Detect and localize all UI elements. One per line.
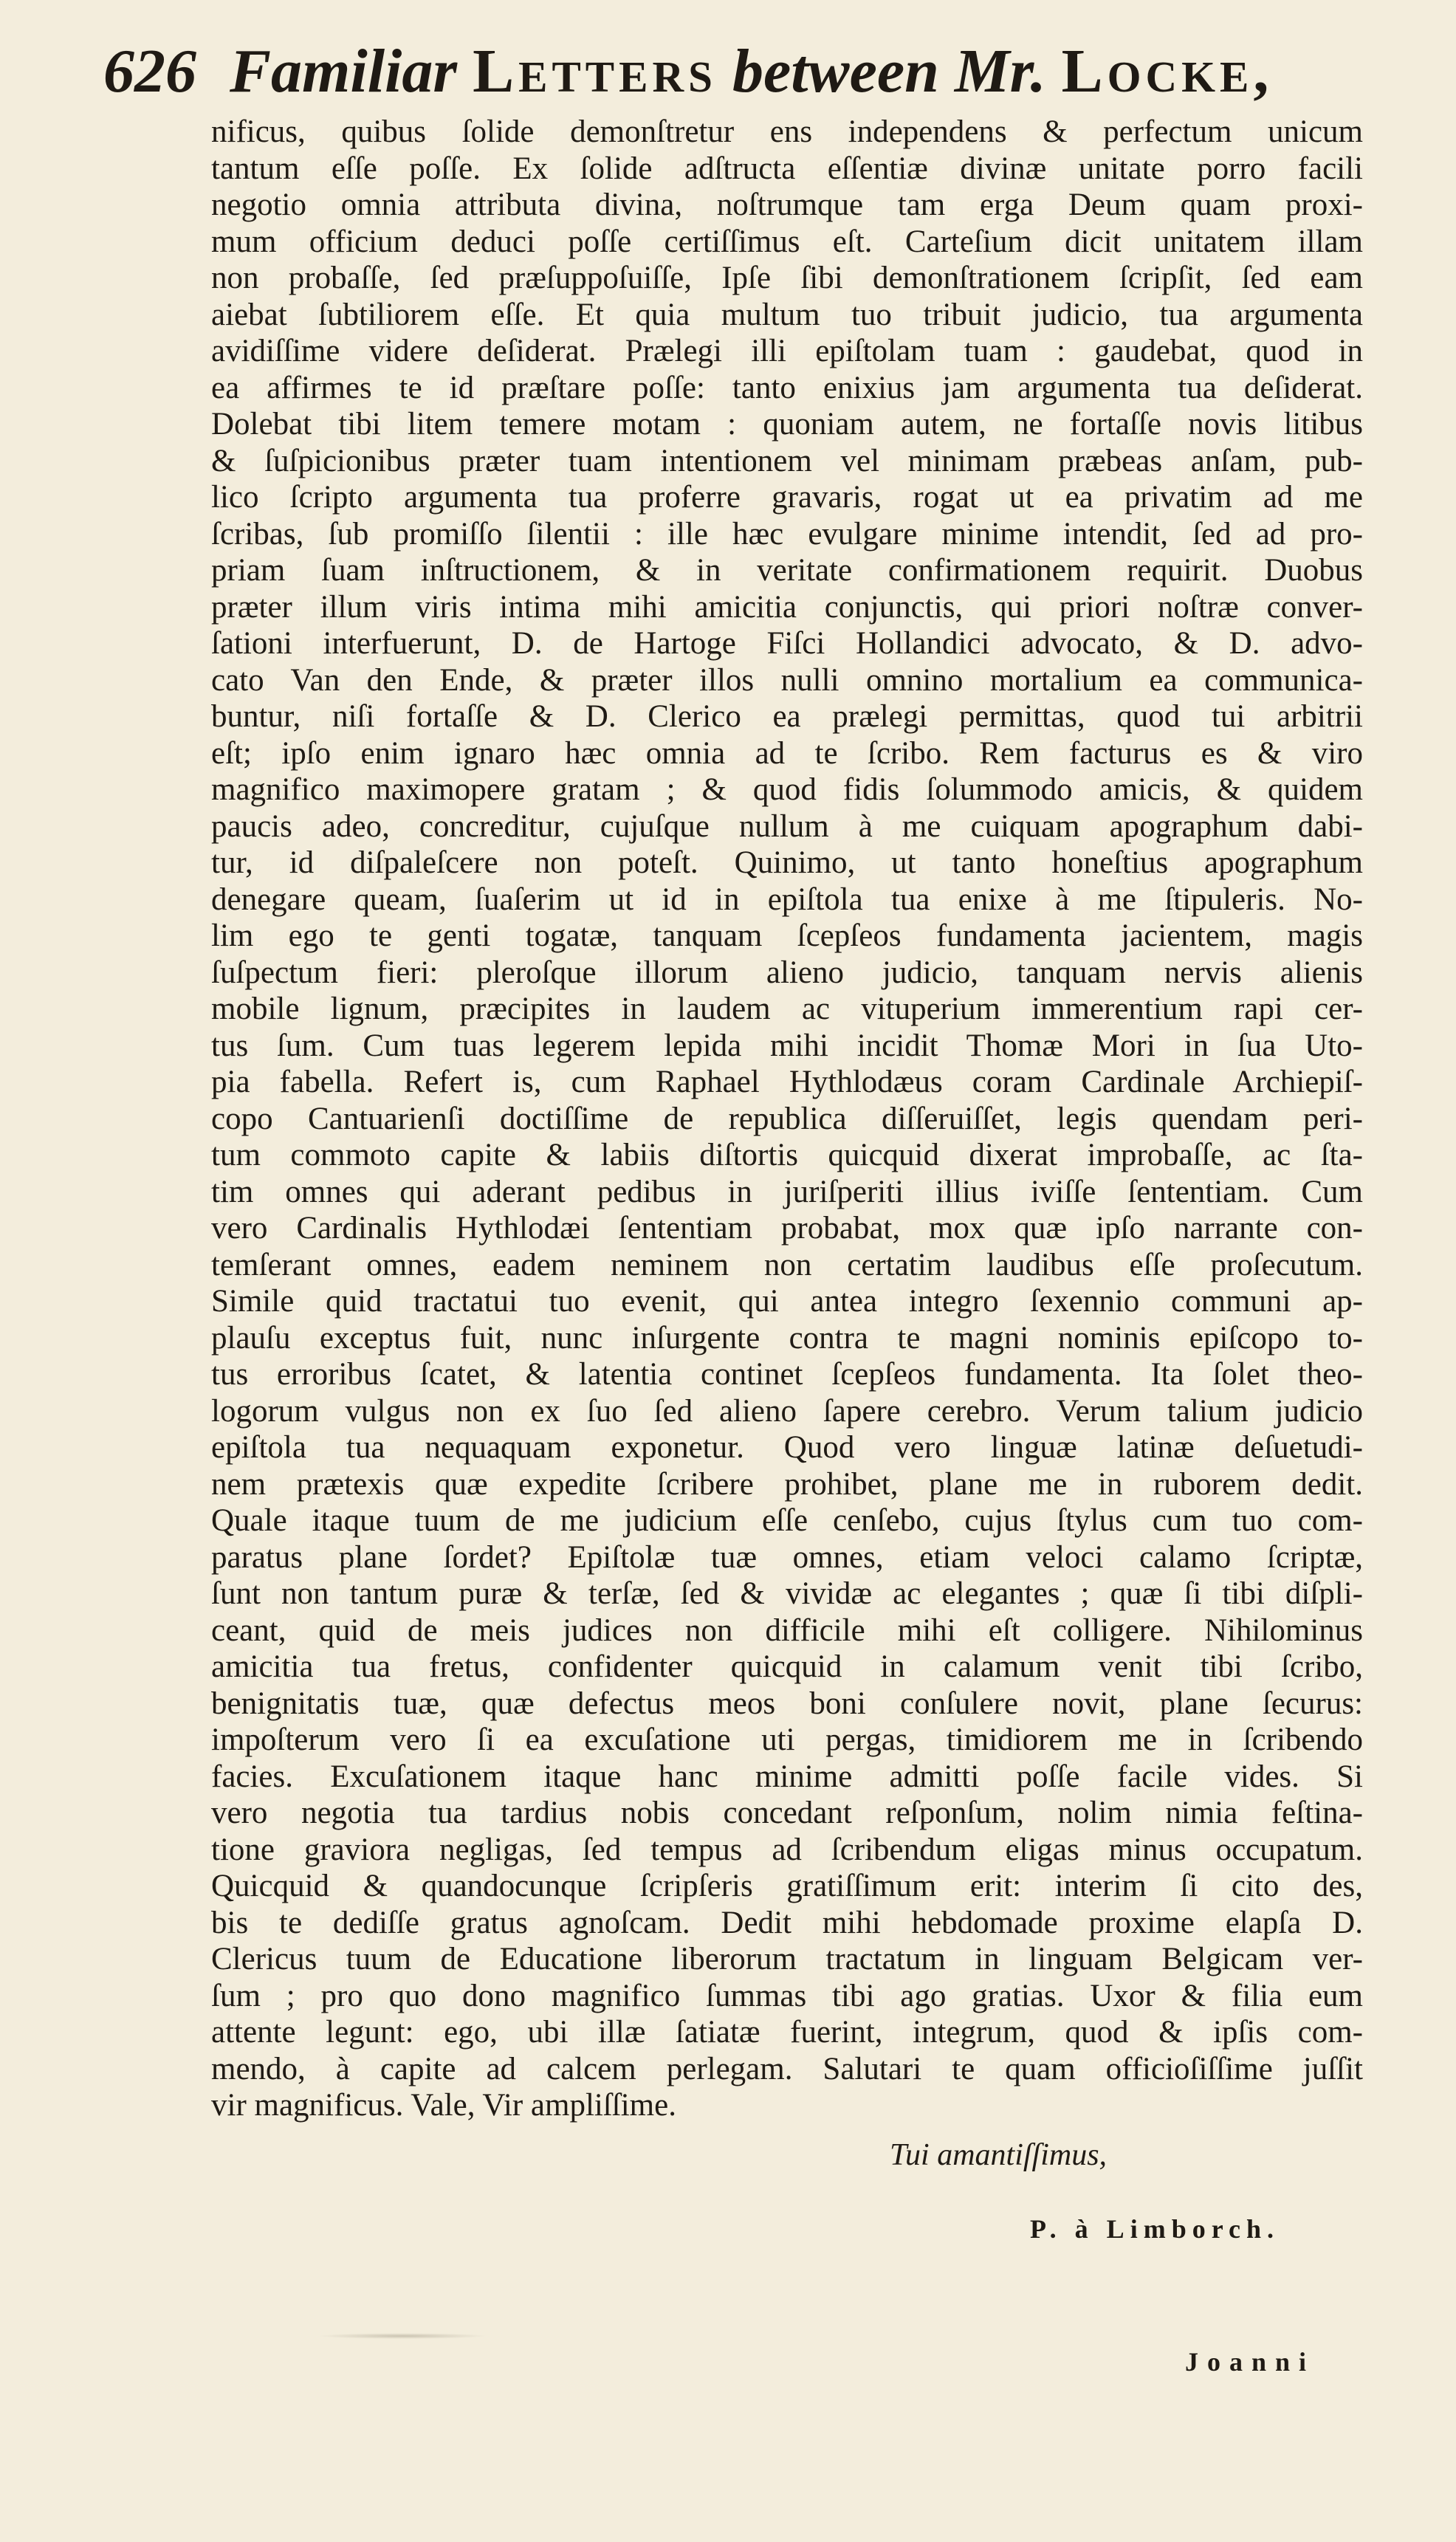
- text-line: attente legunt: ego, ubi illæ ſatiatæ fuerint, integrum, quod & ipſis com-: [211, 2015, 1363, 2050]
- text-line: amicitia tua fretus, confidenter quicquid in calamum venit tibi ſcribo,: [211, 1649, 1363, 1684]
- text-line: ea affirmes te id præſtare poſſe: tanto enixius jam argumenta tua deſiderat.: [211, 370, 1363, 405]
- text-line: ceant, quid de meis judices non difficile mihi eſt colligere. Nihilominus: [211, 1612, 1363, 1648]
- text-line: benignitatis tuæ, quæ defectus meos boni conſulere novit, plane ſecurus:: [211, 1686, 1363, 1721]
- text-line: eſt; ipſo enim ignaro hæc omnia ad te ſcribo. Rem facturus es & viro: [211, 735, 1363, 771]
- letter-closing: Tui amantiſſimus,: [890, 2138, 1108, 2172]
- text-line: copo Cantuarienſi doctiſſime de republica diſſeruiſſet, legis quendam peri-: [211, 1101, 1363, 1136]
- text-line: magnifico maximopere gratam ; & quod fidis ſolummodo amicis, & quidem: [211, 772, 1363, 807]
- text-line: ſcribas, ſub promiſſo ſilentii : ille hæc evulgare minime intendit, ſed ad pro-: [211, 516, 1363, 552]
- text-line: vero negotia tua tardius nobis concedant reſponſum, nolim nimia feſtina-: [211, 1796, 1363, 1830]
- text-line: vir magnificus. Vale, Vir ampliſſime.: [211, 2088, 676, 2123]
- text-line: Quale itaque tuum de me judicium eſſe cenſebo, cujus ſtylus cum tuo com-: [211, 1503, 1363, 1538]
- text-line: nificus, quibus ſolide demonſtretur ens independens & perfectum unicum: [211, 114, 1363, 149]
- text-line: tus erroribus ſcatet, & latentia continet ſcepſeos fundamenta. Ita ſolet theo-: [211, 1357, 1363, 1392]
- text-line: Dolebat tibi litem temere motam : quoniam autem, ne fortaſſe novis litibus: [211, 407, 1363, 442]
- text-line: tim omnes qui aderant pedibus in juriſperiti illius iviſſe ſententiam. Cum: [211, 1174, 1363, 1209]
- running-head: [103, 31, 1314, 112]
- text-line: impoſterum vero ſi ea excuſatione uti pergas, timidiorem me in ſcribendo: [211, 1722, 1363, 1757]
- letter-body: [211, 114, 1363, 2124]
- text-line: priam ſuam inſtructionem, & in veritate confirmationem requirit. Duobus: [211, 553, 1363, 588]
- text-line: ſunt non tantum puræ & terſæ, ſed & vividæ ac elegantes ; quæ ſi tibi diſpli-: [211, 1576, 1363, 1611]
- running-title-locke: Locke,: [1061, 37, 1274, 106]
- running-title-mr: Mr.: [954, 37, 1046, 106]
- text-line: cato Van den Ende, & præter illos nulli omnino mortalium ea communica-: [211, 662, 1363, 698]
- text-line: ſum ; pro quo dono magnifico ſummas tibi ago gratias. Uxor & filia eum: [211, 1978, 1363, 2013]
- text-line: ſuſpectum fieri: pleroſque illorum alieno judicio, tanquam nervis alienis: [211, 955, 1363, 990]
- text-line: denegare queam, ſuaſerim ut id in epiſtola tua enixe à me ſtipuleris. No-: [211, 882, 1363, 917]
- text-line: non probaſſe, ſed præſuppoſuiſſe, Ipſe ſibi demonſtrationem ſcripſit, ſed eam: [211, 261, 1363, 295]
- text-line: epiſtola tua nequaquam exponetur. Quod vero linguæ latinæ deſuetudi-: [211, 1430, 1363, 1465]
- text-line: vero Cardinalis Hythlodæi ſententiam probabat, mox quæ ipſo narrante con-: [211, 1211, 1363, 1246]
- text-line: tus ſum. Cum tuas legerem lepida mihi incidit Thomæ Mori in ſua Uto-: [211, 1028, 1363, 1063]
- running-title-familiar: Familiar: [230, 37, 458, 106]
- text-line: Simile quid tractatui tuo evenit, qui antea integro ſexennio communi ap-: [211, 1284, 1363, 1319]
- running-title-between: between: [732, 37, 939, 106]
- text-line: tur, id diſpaleſcere non poteſt. Quinimo, ut tanto honeſtius apographum: [211, 845, 1363, 880]
- text-line: buntur, niſi fortaſſe & D. Clerico ea prælegi permittas, quod tui arbitrii: [211, 699, 1363, 734]
- text-line: avidiſſime videre deſiderat. Prælegi illi epiſtolam tuam : gaudebat, quod in: [211, 334, 1363, 368]
- text-line: temſerant omnes, eadem neminem non certatim laudibus eſſe proſecutum.: [211, 1247, 1363, 1282]
- text-line: paratus plane ſordet? Epiſtolæ tuæ omnes, etiam veloci calamo ſcriptæ,: [211, 1539, 1363, 1575]
- text-line: negotio omnia attributa divina, noſtrumque tam erga Deum quam proxi-: [211, 188, 1363, 222]
- text-line: Quicquid & quandocunque ſcripſeris gratiſſimum erit: interim ſi cito des,: [211, 1869, 1363, 1903]
- ink-smudge: [317, 2333, 487, 2339]
- catchword: Joanni: [1185, 2347, 1316, 2377]
- text-line: ſationi interfuerunt, D. de Hartoge Fiſci Hollandici advocato, & D. advo-: [211, 626, 1363, 661]
- text-line: tione graviora negligas, ſed tempus ad ſcribendum eligas minus occupatum.: [211, 1832, 1363, 1867]
- text-line: bis te dediſſe gratus agnoſcam. Dedit mihi hebdomade proxime elapſa D.: [211, 1905, 1363, 1940]
- text-line: nem prætexis quæ expedite ſcribere prohibet, plane me in ruborem dedit.: [211, 1466, 1363, 1502]
- text-line: mobile lignum, præcipites in laudem ac vituperium immerentium rapi cer-: [211, 992, 1363, 1026]
- page-number: 626: [103, 37, 196, 106]
- text-line: tantum eſſe poſſe. Ex ſolide adſtructa eſſentiæ divinæ unitate porro facili: [211, 151, 1363, 186]
- text-line: tum commoto capite & labiis diſtortis quicquid dixerat improbaſſe, ac ſta-: [211, 1138, 1363, 1172]
- letter-signature: P. à Limborch.: [1030, 2214, 1280, 2244]
- text-line: facies. Excuſationem itaque hanc minime admitti poſſe facile vides. Si: [211, 1759, 1363, 1794]
- text-line: aiebat ſubtiliorem eſſe. Et quia multum tuo tribuit judicio, tua argumenta: [211, 297, 1363, 332]
- text-line: pia fabella. Refert is, cum Raphael Hythlodæus coram Cardinale Archiepiſ-: [211, 1065, 1363, 1099]
- text-line: lim ego te genti togatæ, tanquam ſcepſeos fundamenta jacientem, magis: [211, 918, 1363, 953]
- text-line: paucis adeo, concreditur, cujuſque nullum à me cuiquam apographum dabi-: [211, 808, 1363, 844]
- text-line: mum officium deduci poſſe certiſſimus eſt. Carteſium dicit unitatem illam: [211, 224, 1363, 259]
- text-line: logorum vulgus non ex ſuo ſed alieno ſapere cerebro. Verum talium judicio: [211, 1393, 1363, 1429]
- text-line: Clericus tuum de Educatione liberorum tractatum in linguam Belgicam ver-: [211, 1942, 1363, 1976]
- running-title-letters: Letters: [473, 37, 717, 106]
- text-line: & ſuſpicionibus præter tuam intentionem vel minimam præbeas anſam, pub-: [211, 443, 1363, 478]
- text-line: plauſu exceptus fuit, nunc inſurgente contra te magni nominis epiſcopo to-: [211, 1320, 1363, 1356]
- text-line: lico ſcripto argumenta tua proferre gravaris, rogat ut ea privatim ad me: [211, 480, 1363, 515]
- text-line: mendo, à capite ad calcem perlegam. Salutari te quam officioſiſſime juſſit: [211, 2051, 1363, 2086]
- text-line: præter illum viris intima mihi amicitia conjunctis, qui priori noſtræ conver-: [211, 589, 1363, 625]
